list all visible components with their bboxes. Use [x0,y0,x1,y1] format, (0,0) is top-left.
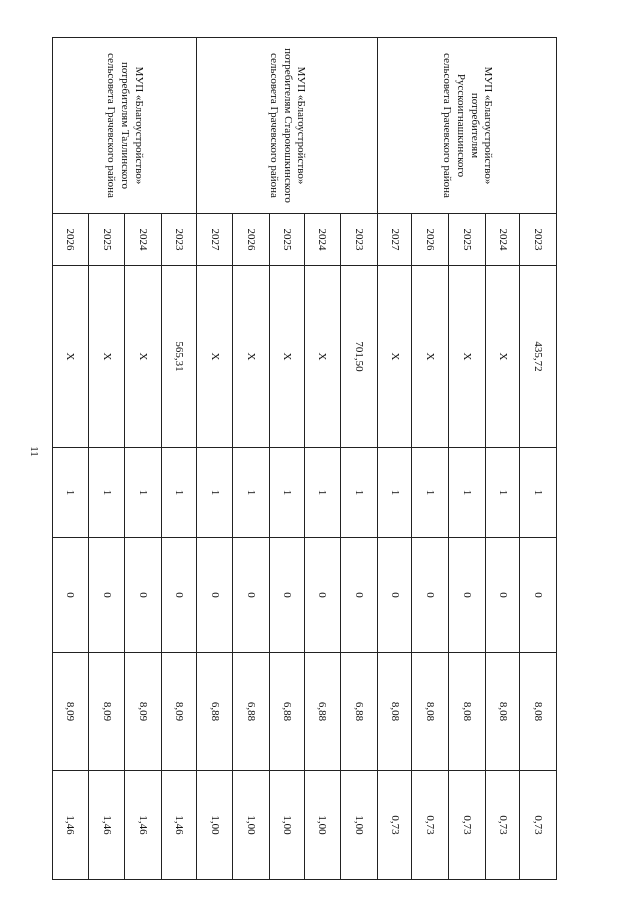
value-cell: 701,50 [341,266,378,448]
value-cell: 0 [341,538,378,653]
value-cell: 1,00 [341,771,378,880]
year-cell: 2026 [233,214,270,266]
value-cell: 1,00 [269,771,304,880]
value-cell: 0 [412,538,449,653]
value-cell: 1 [341,448,378,538]
value-cell: 0 [162,538,197,653]
value-cell: 0,73 [485,771,520,880]
value-cell: 0 [269,538,304,653]
value-cell: 0 [233,538,270,653]
year-cell: 2024 [485,214,520,266]
year-cell: 2023 [520,214,557,266]
value-cell: Х [88,266,125,448]
value-cell: 0,73 [520,771,557,880]
value-cell: 0 [125,538,162,653]
value-cell: 0 [88,538,125,653]
value-cell: 8,08 [485,653,520,771]
year-cell: 2024 [304,214,341,266]
tariff-table [52,37,557,880]
value-cell: 1,00 [196,771,233,880]
value-cell: 435,72 [520,266,557,448]
value-cell: 1,46 [88,771,125,880]
value-cell: 0 [485,538,520,653]
value-cell: 0 [53,538,89,653]
value-cell: 1 [125,448,162,538]
value-cell: 1 [412,448,449,538]
table-row [341,38,378,880]
value-cell: 1,00 [233,771,270,880]
value-cell: Х [125,266,162,448]
year-cell: 2025 [88,214,125,266]
value-cell: 8,08 [412,653,449,771]
table-row [162,38,197,880]
value-cell: 1 [88,448,125,538]
value-cell: Х [233,266,270,448]
value-cell: 1 [485,448,520,538]
value-cell: Х [269,266,304,448]
value-cell: 1,46 [53,771,89,880]
value-cell: 6,88 [341,653,378,771]
value-cell: 1,00 [304,771,341,880]
organization-cell: МУП «Благоустройство» потребителям Староюшкинского сельсовета Грачевского района [196,38,377,214]
value-cell: Х [412,266,449,448]
value-cell: 565,31 [162,266,197,448]
value-cell: 1,46 [125,771,162,880]
value-cell: 8,08 [449,653,486,771]
value-cell: 1,46 [162,771,197,880]
value-cell: 1 [53,448,89,538]
value-cell: 1 [377,448,412,538]
year-cell: 2027 [377,214,412,266]
value-cell: 8,08 [520,653,557,771]
year-cell: 2023 [162,214,197,266]
value-cell: 6,88 [304,653,341,771]
value-cell: 1 [304,448,341,538]
value-cell: 0 [449,538,486,653]
value-cell: 0,73 [449,771,486,880]
organization-cell: МУП «Благоустройство» потребителям Таллинского сельсовета Грачевского района [53,38,197,214]
value-cell: 1 [162,448,197,538]
value-cell: 8,08 [377,653,412,771]
year-cell: 2025 [269,214,304,266]
value-cell: 6,88 [196,653,233,771]
value-cell: 1 [449,448,486,538]
value-cell: 8,09 [88,653,125,771]
value-cell: 8,09 [53,653,89,771]
rotated-table-wrapper [52,37,557,879]
value-cell: 1 [520,448,557,538]
value-cell: 0 [304,538,341,653]
value-cell: 6,88 [233,653,270,771]
value-cell: Х [485,266,520,448]
value-cell: Х [449,266,486,448]
year-cell: 2026 [53,214,89,266]
value-cell: 1 [269,448,304,538]
value-cell: 8,09 [162,653,197,771]
organization-cell: МУП «Благоустройство» потребителям Русскоигнашкинского сельсовета Грачевского района [377,38,556,214]
value-cell: 0 [377,538,412,653]
value-cell: 0 [196,538,233,653]
page-number: 11 [27,446,40,457]
year-cell: 2023 [341,214,378,266]
value-cell: 1 [196,448,233,538]
year-cell: 2026 [412,214,449,266]
value-cell: 0,73 [377,771,412,880]
table-row [520,38,557,880]
value-cell: 1 [233,448,270,538]
value-cell: Х [377,266,412,448]
value-cell: 6,88 [269,653,304,771]
value-cell: 8,09 [125,653,162,771]
year-cell: 2025 [449,214,486,266]
year-cell: 2024 [125,214,162,266]
value-cell: 0 [520,538,557,653]
value-cell: Х [196,266,233,448]
value-cell: Х [53,266,89,448]
year-cell: 2027 [196,214,233,266]
value-cell: Х [304,266,341,448]
value-cell: 0,73 [412,771,449,880]
